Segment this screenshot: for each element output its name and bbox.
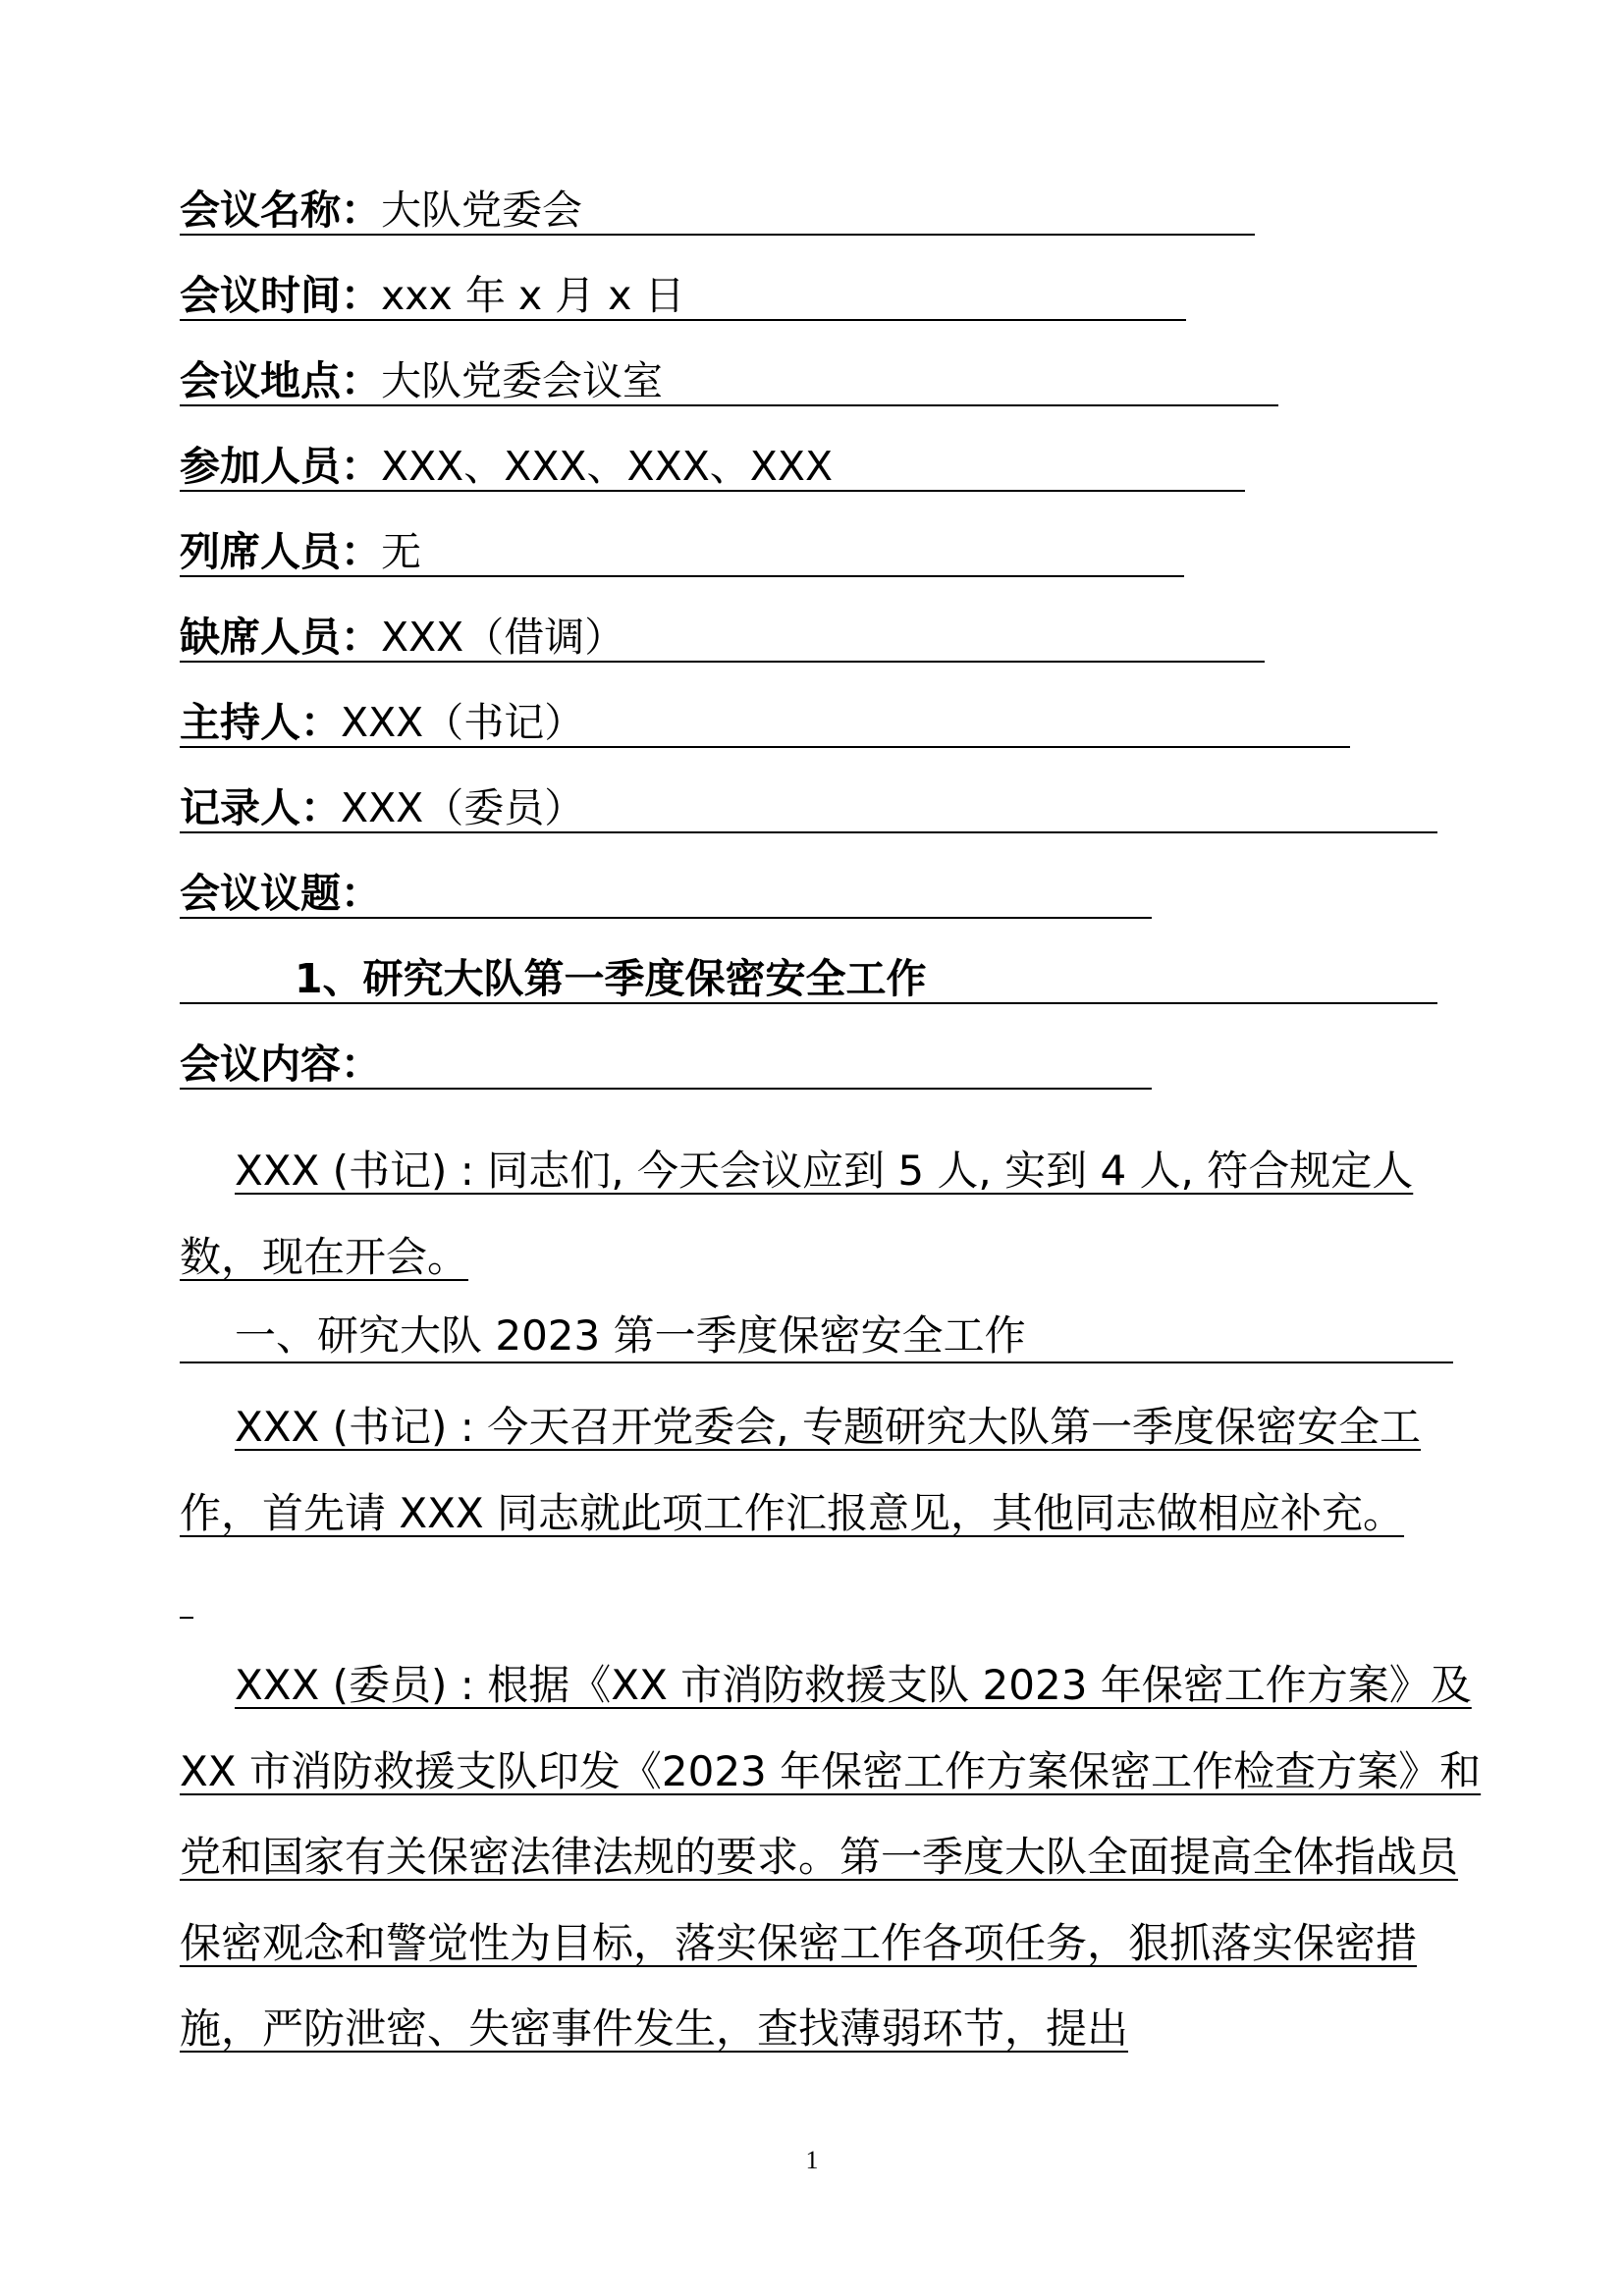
field-absentees	[180, 614, 1265, 663]
agenda-label: 会议议题：	[180, 870, 381, 917]
field-meeting-name	[180, 187, 1255, 236]
content-heading	[180, 1041, 1152, 1090]
paragraph-text: XXX (书记) : 同志们, 今天会议应到 5 人, 实到 4 人, 符合规定人数，现在开会。	[180, 1147, 1414, 1281]
agenda-heading	[180, 870, 1152, 919]
field-value: 大队党委会议室	[381, 357, 663, 404]
field-host	[180, 699, 1350, 748]
field-value: XXX、XXX、XXX、XXX	[381, 443, 834, 490]
agenda-item	[180, 955, 1437, 1004]
section-heading	[180, 1310, 1453, 1363]
field-attendees	[180, 443, 1245, 492]
paragraph-host-remarks	[180, 1384, 1486, 1556]
field-label: 缺席人员：	[180, 614, 381, 661]
field-label: 列席人员：	[180, 528, 381, 575]
field-meeting-time	[180, 272, 1186, 321]
field-label: 会议时间：	[180, 272, 381, 319]
field-value: 大队党委会	[381, 187, 582, 234]
field-label: 主持人：	[180, 699, 341, 746]
field-value: 无	[381, 528, 421, 575]
field-recorder	[180, 784, 1437, 833]
field-observers	[180, 528, 1184, 577]
content-label: 会议内容：	[180, 1041, 381, 1088]
field-value: xxx 年 x 月 x 日	[381, 272, 685, 319]
field-label: 会议地点：	[180, 357, 381, 404]
page-number: 1	[805, 2146, 819, 2174]
empty-line-underline	[180, 1616, 193, 1619]
field-value: XXX（书记）	[341, 699, 585, 746]
paragraph-text: XXX (委员) : 根据《XX 市消防救援支队 2023 年保密工作方案》及 XX 市消防救援支队印发《2023 年保密工作方案保密工作检查方案》和党和国家有关保密法律法规的要求。第一季度大队全面提高全体指战员保密观念和警觉性为目标，落实保密工作各项任务，狠抓落实保密措施，严防泄密、失密事件发生，查找薄弱环节，提出	[180, 1661, 1482, 2053]
field-value: XXX（委员）	[341, 784, 585, 831]
field-label: 记录人：	[180, 784, 341, 831]
paragraph-member-report	[180, 1642, 1486, 2072]
field-meeting-place	[180, 357, 1278, 406]
paragraph-text: XXX (书记) : 今天召开党委会, 专题研究大队第一季度保密安全工作，首先请 XXX 同志就此项工作汇报意见，其他同志做相应补充。	[180, 1403, 1421, 1537]
field-label: 会议名称：	[180, 187, 381, 234]
section-title: 一、研究大队 2023 第一季度保密安全工作	[235, 1311, 1026, 1360]
paragraph-opening	[180, 1128, 1486, 1300]
field-label: 参加人员：	[180, 443, 381, 490]
agenda-item-text: 1、研究大队第一季度保密安全工作	[295, 955, 927, 1002]
field-value: XXX（借调）	[381, 614, 625, 661]
